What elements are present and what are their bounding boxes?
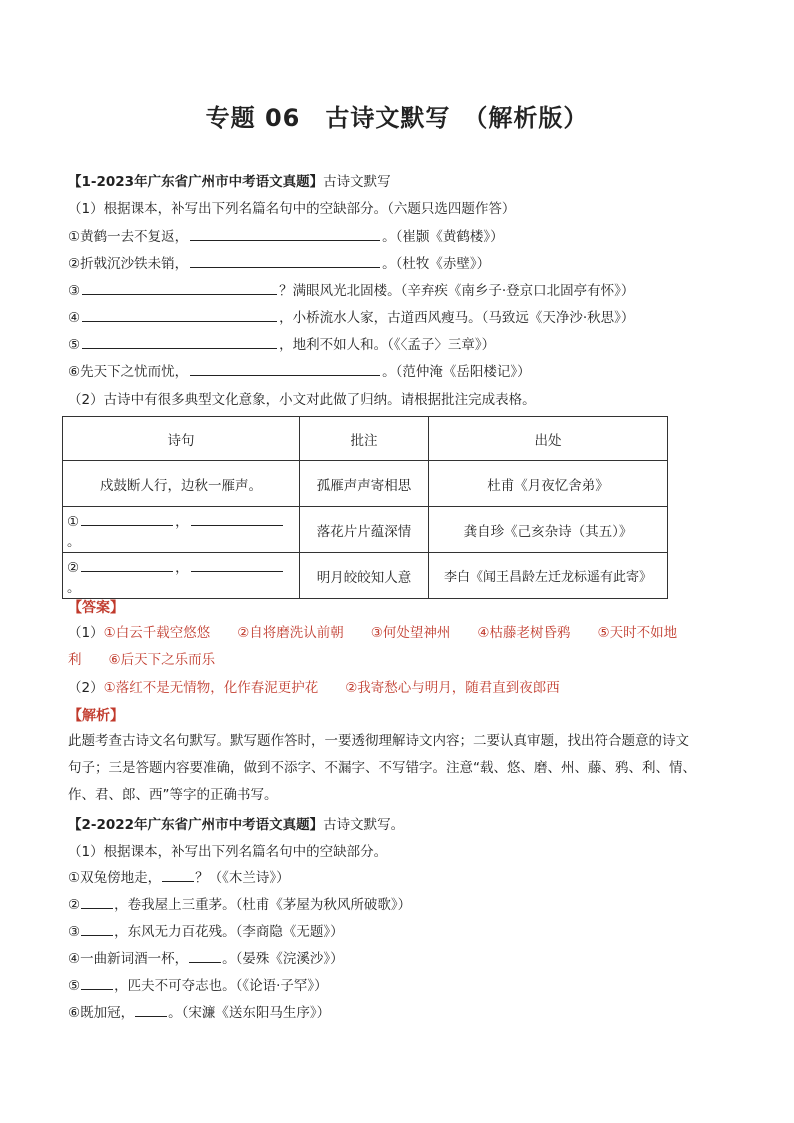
q1-item-1-pre: ①黄鹤一去不复返， — [68, 229, 189, 245]
q2-item-4-post: 。（晏殊《浣溪沙》） — [222, 951, 344, 967]
q2-item-6 — [68, 1003, 330, 1023]
page-title: 专题 06 古诗文默写 （解析版） — [205, 104, 589, 132]
separator: ， — [175, 559, 189, 576]
answer-blank[interactable] — [190, 362, 380, 376]
q1-item-6-post: 。（范仲淹《岳阳楼记》） — [382, 364, 531, 380]
q2-item-1-pre: ①双兔傍地走， — [68, 870, 162, 886]
q2-item-4-pre: ④一曲新词酒一杯， — [68, 951, 189, 967]
separator: ， — [175, 513, 189, 530]
table-cell-source: 杜甫《月夜忆舍弟》 — [429, 461, 668, 507]
question-1-instruction-2: （2）古诗中有很多典型文化意象，小文对此做了归纳。请根据批注完成表格。 — [68, 392, 536, 408]
q1-item-4 — [68, 308, 634, 328]
question-1-instruction-1: （1）根据课本，补写出下列名篇名句中的空缺部分。（六题只选四题作答） — [68, 201, 516, 217]
q1-item-5-pre: ⑤ — [68, 337, 81, 353]
analysis-line: 作、君、郎、西”等字的正确书写。 — [68, 787, 278, 803]
table-header-row — [63, 417, 668, 461]
q2-item-3-post: ，东风无力百花残。（李商隐《无题》） — [114, 924, 344, 940]
analysis-paragraph — [68, 728, 736, 809]
q1-item-2 — [68, 254, 490, 274]
answer-blank[interactable] — [190, 254, 380, 268]
answer-2-text: ①落红不是无情物，化作春泥更护花 ②我寄愁心与明月，随君直到夜郎西 — [103, 680, 560, 696]
q2-item-1-post: ？（《木兰诗》） — [195, 870, 290, 886]
answer-blank[interactable] — [191, 512, 283, 526]
q1-item-2-pre: ②折戟沉沙铁未销， — [68, 256, 189, 272]
question-1-topic: 古诗文默写 — [323, 174, 391, 190]
answer-blank[interactable] — [81, 976, 113, 990]
q1-item-3-post: ？满眼风光北固楼。（辛弃疾《南乡子·登京口北固亭有怀》） — [279, 283, 635, 299]
table-cell-poem: 戍鼓断人行，边秋一雁声。 — [63, 461, 300, 507]
answer-2-line — [68, 678, 560, 698]
answer-blank[interactable] — [81, 895, 113, 909]
q1-item-5-post: ，地利不如人和。（《〈孟子〉三章》） — [279, 337, 496, 353]
row-number: ② — [67, 559, 80, 576]
answer-1-line-2: 利 ⑥后天下之乐而乐 — [68, 652, 216, 668]
q2-item-3-pre: ③ — [68, 924, 81, 940]
answer-blank[interactable] — [81, 512, 173, 526]
answer-blank[interactable] — [81, 558, 173, 572]
q1-item-6 — [68, 362, 531, 382]
q2-item-2-post: ，卷我屋上三重茅。（杜甫《茅屋为秋风所破歌》） — [114, 897, 412, 913]
q2-item-5-pre: ⑤ — [68, 978, 81, 994]
question-2-topic: 古诗文默写。 — [323, 817, 405, 833]
row-number: ① — [67, 513, 80, 530]
imagery-table — [62, 416, 668, 599]
analysis-label: 【解析】 — [68, 708, 124, 724]
table-cell-source: 李白《闻王昌龄左迁龙标遥有此寄》 — [429, 553, 668, 599]
q1-item-4-pre: ④ — [68, 310, 81, 326]
q2-item-4 — [68, 949, 344, 969]
question-2-instruction-1: （1）根据课本，补写出下列名篇名句中的空缺部分。 — [68, 844, 388, 860]
question-1-heading — [68, 172, 391, 192]
table-cell-source: 龚自珍《己亥杂诗（其五）》 — [429, 507, 668, 553]
answer-1-prefix: （1） — [68, 625, 104, 641]
answer-blank[interactable] — [190, 227, 380, 241]
table-row — [63, 553, 668, 599]
q1-item-3 — [68, 281, 634, 301]
table-cell-poem — [63, 507, 300, 553]
q2-item-5-post: ，匹夫不可夺志也。（《论语·子罕》） — [114, 978, 328, 994]
table-cell-note: 孤雁声声寄相思 — [300, 461, 429, 507]
answer-blank[interactable] — [191, 558, 283, 572]
q2-item-6-pre: ⑥既加冠， — [68, 1005, 135, 1021]
q2-item-3 — [68, 922, 344, 942]
q1-item-5 — [68, 335, 495, 355]
table-header: 批注 — [300, 417, 429, 461]
q1-item-1 — [68, 227, 504, 247]
table-row — [63, 461, 668, 507]
answer-blank[interactable] — [81, 922, 113, 936]
table-row — [63, 507, 668, 553]
end-mark: 。 — [67, 533, 81, 550]
answer-blank[interactable] — [82, 335, 277, 349]
question-2-heading — [68, 815, 404, 835]
table-header: 出处 — [429, 417, 668, 461]
answer-blank[interactable] — [82, 281, 277, 295]
answer-blank[interactable] — [82, 308, 277, 322]
analysis-line: 句子；三是答题内容要准确，做到不添字、不漏字、不写错字。注意“载、悠、磨、州、藤、鸦、利、情、 — [68, 760, 696, 776]
q1-item-6-pre: ⑥先天下之忧而忧， — [68, 364, 189, 380]
q1-item-1-post: 。（崔颢《黄鹤楼》） — [382, 229, 504, 245]
answer-1-line-1 — [68, 623, 677, 643]
table-cell-note: 明月皎皎知人意 — [300, 553, 429, 599]
q2-item-2 — [68, 895, 411, 915]
q2-item-1 — [68, 868, 290, 888]
q2-item-5 — [68, 976, 328, 996]
q1-item-4-post: ，小桥流水人家，古道西风瘦马。（马致远《天净沙·秋思》） — [279, 310, 635, 326]
answer-label: 【答案】 — [68, 600, 124, 616]
answer-blank[interactable] — [162, 868, 194, 882]
q2-item-2-pre: ② — [68, 897, 81, 913]
answer-blank[interactable] — [189, 949, 221, 963]
answer-2-prefix: （2） — [68, 680, 104, 696]
end-mark: 。 — [67, 579, 81, 596]
table-cell-note: 落花片片蕴深情 — [300, 507, 429, 553]
answer-1-text: ①白云千载空悠悠 ②自将磨洗认前朝 ③何处望神州 ④枯藤老树昏鸦 ⑤天时不如地 — [103, 625, 678, 641]
question-1-source: 【1-2023年广东省广州市中考语文真题】 — [68, 174, 324, 190]
q2-item-6-post: 。（宋濂《送东阳马生序》） — [168, 1005, 331, 1021]
q1-item-3-pre: ③ — [68, 283, 81, 299]
table-header: 诗句 — [63, 417, 300, 461]
table-cell-poem — [63, 553, 300, 599]
answer-blank[interactable] — [135, 1003, 167, 1017]
analysis-line: 此题考查古诗文名句默写。默写题作答时，一要透彻理解诗文内容；二要认真审题，找出符合题意的诗文 — [68, 733, 689, 749]
question-2-source: 【2-2022年广东省广州市中考语文真题】 — [68, 817, 324, 833]
q1-item-2-post: 。（杜牧《赤壁》） — [382, 256, 491, 272]
